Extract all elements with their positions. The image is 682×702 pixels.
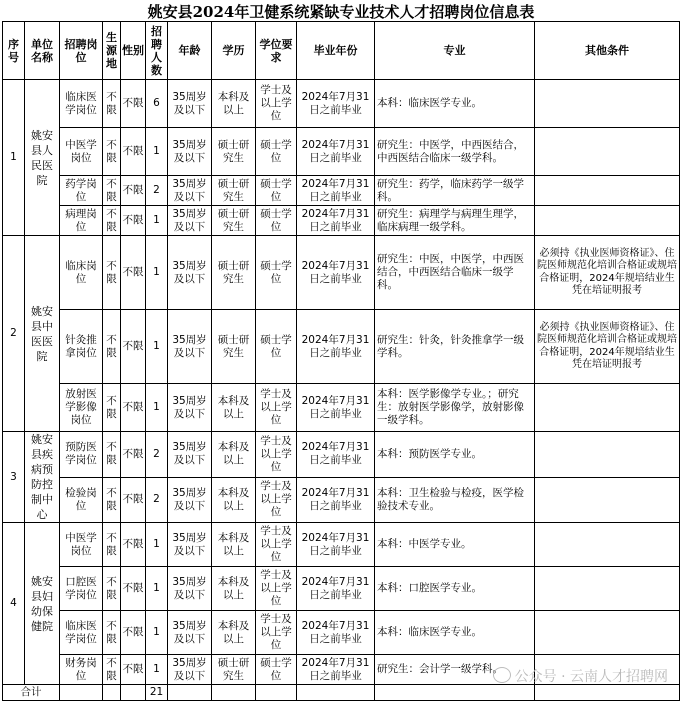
origin-cell: 不限 [103, 80, 121, 128]
gender-cell: 不限 [121, 567, 146, 611]
table-row [3, 611, 680, 655]
header-gender: 性别 [121, 22, 146, 80]
post-cell: 预防医学岗位 [60, 432, 103, 478]
major-cell: 研究生：中医，中医学，中西医结合，中西医结合临床一级学科。 [375, 236, 535, 310]
edu-cell: 本科及以上 [212, 477, 256, 523]
grad-cell: 2024年7月31日之前毕业 [297, 310, 375, 384]
header-count: 招聘人数 [146, 22, 168, 80]
post-cell: 病理岗位 [60, 206, 103, 236]
age-cell: 35周岁及以下 [168, 128, 212, 176]
major-cell: 研究生：病理学与病理生理学，临床病理一级学科。 [375, 206, 535, 236]
gender-cell: 不限 [121, 432, 146, 478]
grad-cell: 2024年7月31日之前毕业 [297, 655, 375, 685]
age-cell: 35周岁及以下 [168, 236, 212, 310]
origin-cell: 不限 [103, 523, 121, 567]
page-title: 姚安县2024年卫健系统紧缺专业技术人才招聘岗位信息表 [147, 3, 535, 21]
major-cell: 本科：临床医学专业。 [375, 611, 535, 655]
count-cell: 1 [146, 206, 168, 236]
unit-cell: 姚安县妇幼保健院 [25, 523, 60, 685]
unit-cell: 姚安县人民医院 [25, 80, 60, 236]
major-cell: 本科：预防医学专业。 [375, 432, 535, 478]
other-cell [535, 206, 680, 236]
age-cell: 35周岁及以下 [168, 477, 212, 523]
header-edu: 学历 [212, 22, 256, 80]
header-major: 专业 [375, 22, 535, 80]
unit-cell: 姚安县疾病预防控制中心 [25, 432, 60, 523]
count-cell: 1 [146, 611, 168, 655]
origin-cell: 不限 [103, 236, 121, 310]
empty-cell [256, 685, 297, 701]
header-degree: 学位要求 [256, 22, 297, 80]
grad-cell: 2024年7月31日之前毕业 [297, 206, 375, 236]
origin-cell: 不限 [103, 206, 121, 236]
grad-cell: 2024年7月31日之前毕业 [297, 236, 375, 310]
empty-cell [60, 685, 103, 701]
gender-cell: 不限 [121, 128, 146, 176]
post-cell: 临床医学岗位 [60, 611, 103, 655]
degree-cell: 硕士学位 [256, 310, 297, 384]
gender-cell: 不限 [121, 206, 146, 236]
major-cell: 本科：医学影像学专业。；研究生：放射医学影像学，放射影像一级学科。 [375, 384, 535, 432]
grad-cell: 2024年7月31日之前毕业 [297, 176, 375, 206]
age-cell: 35周岁及以下 [168, 206, 212, 236]
origin-cell: 不限 [103, 128, 121, 176]
age-cell: 35周岁及以下 [168, 611, 212, 655]
edu-cell: 本科及以上 [212, 567, 256, 611]
major-cell: 本科：临床医学专业。 [375, 80, 535, 128]
post-cell: 口腔医学岗位 [60, 567, 103, 611]
post-cell: 中医学岗位 [60, 128, 103, 176]
gender-cell: 不限 [121, 176, 146, 206]
degree-cell: 硕士学位 [256, 655, 297, 685]
count-cell: 1 [146, 310, 168, 384]
gender-cell: 不限 [121, 80, 146, 128]
unit-cell: 姚安县中医医院 [25, 236, 60, 432]
origin-cell: 不限 [103, 611, 121, 655]
empty-cell [375, 685, 535, 701]
seq-cell: 2 [3, 236, 25, 432]
table-row [3, 310, 680, 384]
seq-cell: 1 [3, 80, 25, 236]
total-label: 合计 [3, 685, 60, 701]
age-cell: 35周岁及以下 [168, 523, 212, 567]
header-seq: 序号 [3, 22, 25, 80]
edu-cell: 本科及以上 [212, 384, 256, 432]
degree-cell: 硕士学位 [256, 236, 297, 310]
origin-cell: 不限 [103, 477, 121, 523]
other-cell [535, 432, 680, 478]
table-row [3, 128, 680, 176]
header-row [3, 22, 680, 80]
age-cell: 35周岁及以下 [168, 80, 212, 128]
edu-cell: 硕士研究生 [212, 206, 256, 236]
degree-cell: 学士及以上学位 [256, 384, 297, 432]
other-cell [535, 128, 680, 176]
degree-cell: 学士及以上学位 [256, 477, 297, 523]
grad-cell: 2024年7月31日之前毕业 [297, 80, 375, 128]
header-other: 其他条件 [535, 22, 680, 80]
degree-cell: 学士及以上学位 [256, 567, 297, 611]
age-cell: 35周岁及以下 [168, 567, 212, 611]
empty-cell [103, 685, 121, 701]
major-cell: 本科：中医学专业。 [375, 523, 535, 567]
edu-cell: 本科及以上 [212, 432, 256, 478]
gender-cell: 不限 [121, 523, 146, 567]
edu-cell: 硕士研究生 [212, 176, 256, 206]
table-row [3, 206, 680, 236]
edu-cell: 硕士研究生 [212, 655, 256, 685]
post-cell: 中医学岗位 [60, 523, 103, 567]
header-grad: 毕业年份 [297, 22, 375, 80]
other-cell: 必须持《执业医师资格证》、住院医师规范化培训合格证或规培合格证明，2024年规培结业生凭在培证明报考 [535, 310, 680, 384]
recruitment-table [2, 21, 680, 701]
seq-cell: 3 [3, 432, 25, 523]
gender-cell: 不限 [121, 611, 146, 655]
edu-cell: 本科及以上 [212, 80, 256, 128]
other-cell [535, 523, 680, 567]
post-cell: 检验岗位 [60, 477, 103, 523]
count-cell: 1 [146, 128, 168, 176]
age-cell: 35周岁及以下 [168, 655, 212, 685]
degree-cell: 学士及以上学位 [256, 80, 297, 128]
seq-cell: 4 [3, 523, 25, 685]
empty-cell [121, 685, 146, 701]
header-post: 招聘岗位 [60, 22, 103, 80]
age-cell: 35周岁及以下 [168, 384, 212, 432]
edu-cell: 硕士研究生 [212, 128, 256, 176]
table-row [3, 567, 680, 611]
count-cell: 1 [146, 236, 168, 310]
origin-cell: 不限 [103, 567, 121, 611]
other-cell [535, 384, 680, 432]
post-cell: 放射医学影像岗位 [60, 384, 103, 432]
gender-cell: 不限 [121, 477, 146, 523]
origin-cell: 不限 [103, 384, 121, 432]
empty-cell [297, 685, 375, 701]
major-cell: 研究生：针灸，针灸推拿学一级学科。 [375, 310, 535, 384]
gender-cell: 不限 [121, 236, 146, 310]
age-cell: 35周岁及以下 [168, 432, 212, 478]
degree-cell: 学士及以上学位 [256, 611, 297, 655]
major-cell: 研究生：中医学，中西医结合，中西医结合临床一级学科。 [375, 128, 535, 176]
empty-cell [168, 685, 212, 701]
count-cell: 6 [146, 80, 168, 128]
degree-cell: 学士及以上学位 [256, 523, 297, 567]
count-cell: 2 [146, 432, 168, 478]
major-cell: 本科：卫生检验与检疫，医学检验技术专业。 [375, 477, 535, 523]
count-cell: 2 [146, 477, 168, 523]
table-row [3, 236, 680, 310]
watermark [493, 666, 668, 686]
gender-cell: 不限 [121, 384, 146, 432]
post-cell: 临床医学岗位 [60, 80, 103, 128]
other-cell [535, 477, 680, 523]
other-cell [535, 611, 680, 655]
other-cell [535, 567, 680, 611]
table-row [3, 477, 680, 523]
other-cell [535, 176, 680, 206]
table-row [3, 384, 680, 432]
edu-cell: 硕士研究生 [212, 310, 256, 384]
gender-cell: 不限 [121, 655, 146, 685]
count-cell: 1 [146, 523, 168, 567]
header-age: 年龄 [168, 22, 212, 80]
other-cell: 必须持《执业医师资格证》、住院医师规范化培训合格证或规培合格证明，2024年规培结业生凭在培证明报考 [535, 236, 680, 310]
total-row [3, 685, 680, 701]
major-cell: 研究生：药学，临床药学一级学科。 [375, 176, 535, 206]
gender-cell: 不限 [121, 310, 146, 384]
grad-cell: 2024年7月31日之前毕业 [297, 477, 375, 523]
count-cell: 1 [146, 567, 168, 611]
post-cell: 财务岗位 [60, 655, 103, 685]
count-cell: 2 [146, 176, 168, 206]
post-cell: 针灸推拿岗位 [60, 310, 103, 384]
major-cell: 研究生：会计学一级学科。 [375, 655, 535, 685]
other-cell [535, 80, 680, 128]
edu-cell: 本科及以上 [212, 611, 256, 655]
origin-cell: 不限 [103, 176, 121, 206]
wechat-icon [493, 667, 511, 683]
degree-cell: 硕士学位 [256, 206, 297, 236]
major-cell: 本科：口腔医学专业。 [375, 567, 535, 611]
header-unit: 单位名称 [25, 22, 60, 80]
empty-cell [535, 685, 680, 701]
grad-cell: 2024年7月31日之前毕业 [297, 523, 375, 567]
age-cell: 35周岁及以下 [168, 310, 212, 384]
grad-cell: 2024年7月31日之前毕业 [297, 567, 375, 611]
watermark-text: 公众号 · 云南人才招聘网 [514, 669, 668, 685]
table-row [3, 523, 680, 567]
count-cell: 1 [146, 384, 168, 432]
post-cell: 药学岗位 [60, 176, 103, 206]
origin-cell: 不限 [103, 310, 121, 384]
degree-cell: 硕士学位 [256, 128, 297, 176]
table-row [3, 80, 680, 128]
grad-cell: 2024年7月31日之前毕业 [297, 432, 375, 478]
age-cell: 35周岁及以下 [168, 176, 212, 206]
degree-cell: 学士及以上学位 [256, 432, 297, 478]
table-row [3, 176, 680, 206]
origin-cell: 不限 [103, 655, 121, 685]
table-row [3, 432, 680, 478]
grad-cell: 2024年7月31日之前毕业 [297, 611, 375, 655]
empty-cell [212, 685, 256, 701]
header-origin: 生源地 [103, 22, 121, 80]
count-cell: 1 [146, 655, 168, 685]
edu-cell: 本科及以上 [212, 523, 256, 567]
total-count: 21 [146, 685, 168, 701]
degree-cell: 硕士学位 [256, 176, 297, 206]
post-cell: 临床岗位 [60, 236, 103, 310]
edu-cell: 硕士研究生 [212, 236, 256, 310]
grad-cell: 2024年7月31日之前毕业 [297, 384, 375, 432]
grad-cell: 2024年7月31日之前毕业 [297, 128, 375, 176]
origin-cell: 不限 [103, 432, 121, 478]
